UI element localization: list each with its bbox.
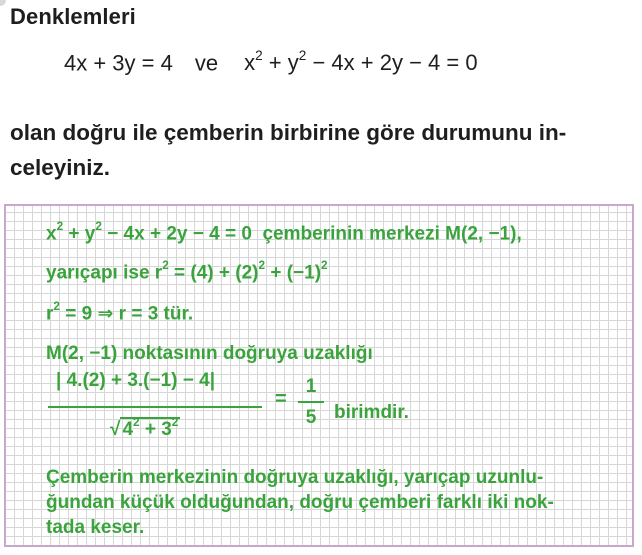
- question-line: olan doğru ile çemberin birbirine göre durumunu in-: [10, 120, 567, 145]
- distance-unit: birimdir.: [334, 402, 409, 423]
- equation-connector: ve: [194, 50, 219, 76]
- result-numerator: 1: [305, 376, 317, 397]
- question-line: celeyiniz.: [10, 155, 111, 180]
- solution-conclusion: [46, 465, 612, 540]
- solution-line-circle-center: $x^2 + y^2 - 4x + 2y - 4 = 0$ çemberinin merkezi M(2, −1),: [46, 220, 522, 245]
- fraction-bar: [48, 406, 262, 408]
- sqrt-icon: √: [110, 419, 121, 441]
- conclusion-line: tada keser.: [46, 517, 145, 538]
- line-equation: 4x + 3y = 4: [64, 50, 173, 76]
- circle-equation: $x^2 + y^2 - 4x + 2y - 4 = 0$: [244, 47, 478, 76]
- fraction-numerator: | 4.(2) + 3.(−1) − 4|: [56, 370, 216, 391]
- conclusion-line: ğundan küçük olduğundan, doğru çemberi farklı iki nok-: [46, 492, 554, 513]
- corner-decoration: [0, 0, 6, 6]
- problem-title: Denklemleri: [10, 4, 136, 29]
- problem-question: [10, 115, 634, 185]
- result-denominator: 5: [305, 407, 317, 428]
- solution-line-distance-intro: M(2, −1) noktasının doğruya uzaklığı: [46, 343, 373, 364]
- result-fraction-bar: [298, 401, 324, 403]
- fraction-denominator: √ $4^2 + 3^2$: [110, 416, 179, 441]
- equals-sign: =: [275, 388, 287, 410]
- solution-line-radius: $r^2 = 9$ ⇒ r = 3 tür.: [46, 300, 194, 325]
- conclusion-line: Çemberin merkezinin doğruya uzaklığı, yarıçap uzunlu-: [46, 467, 544, 488]
- given-equations: [64, 47, 478, 76]
- result-fraction: [298, 376, 324, 429]
- solution-line-radius-squared: yarıçapı ise $r^2 = (4) + (2)^2 + (-1)^2$: [46, 259, 328, 284]
